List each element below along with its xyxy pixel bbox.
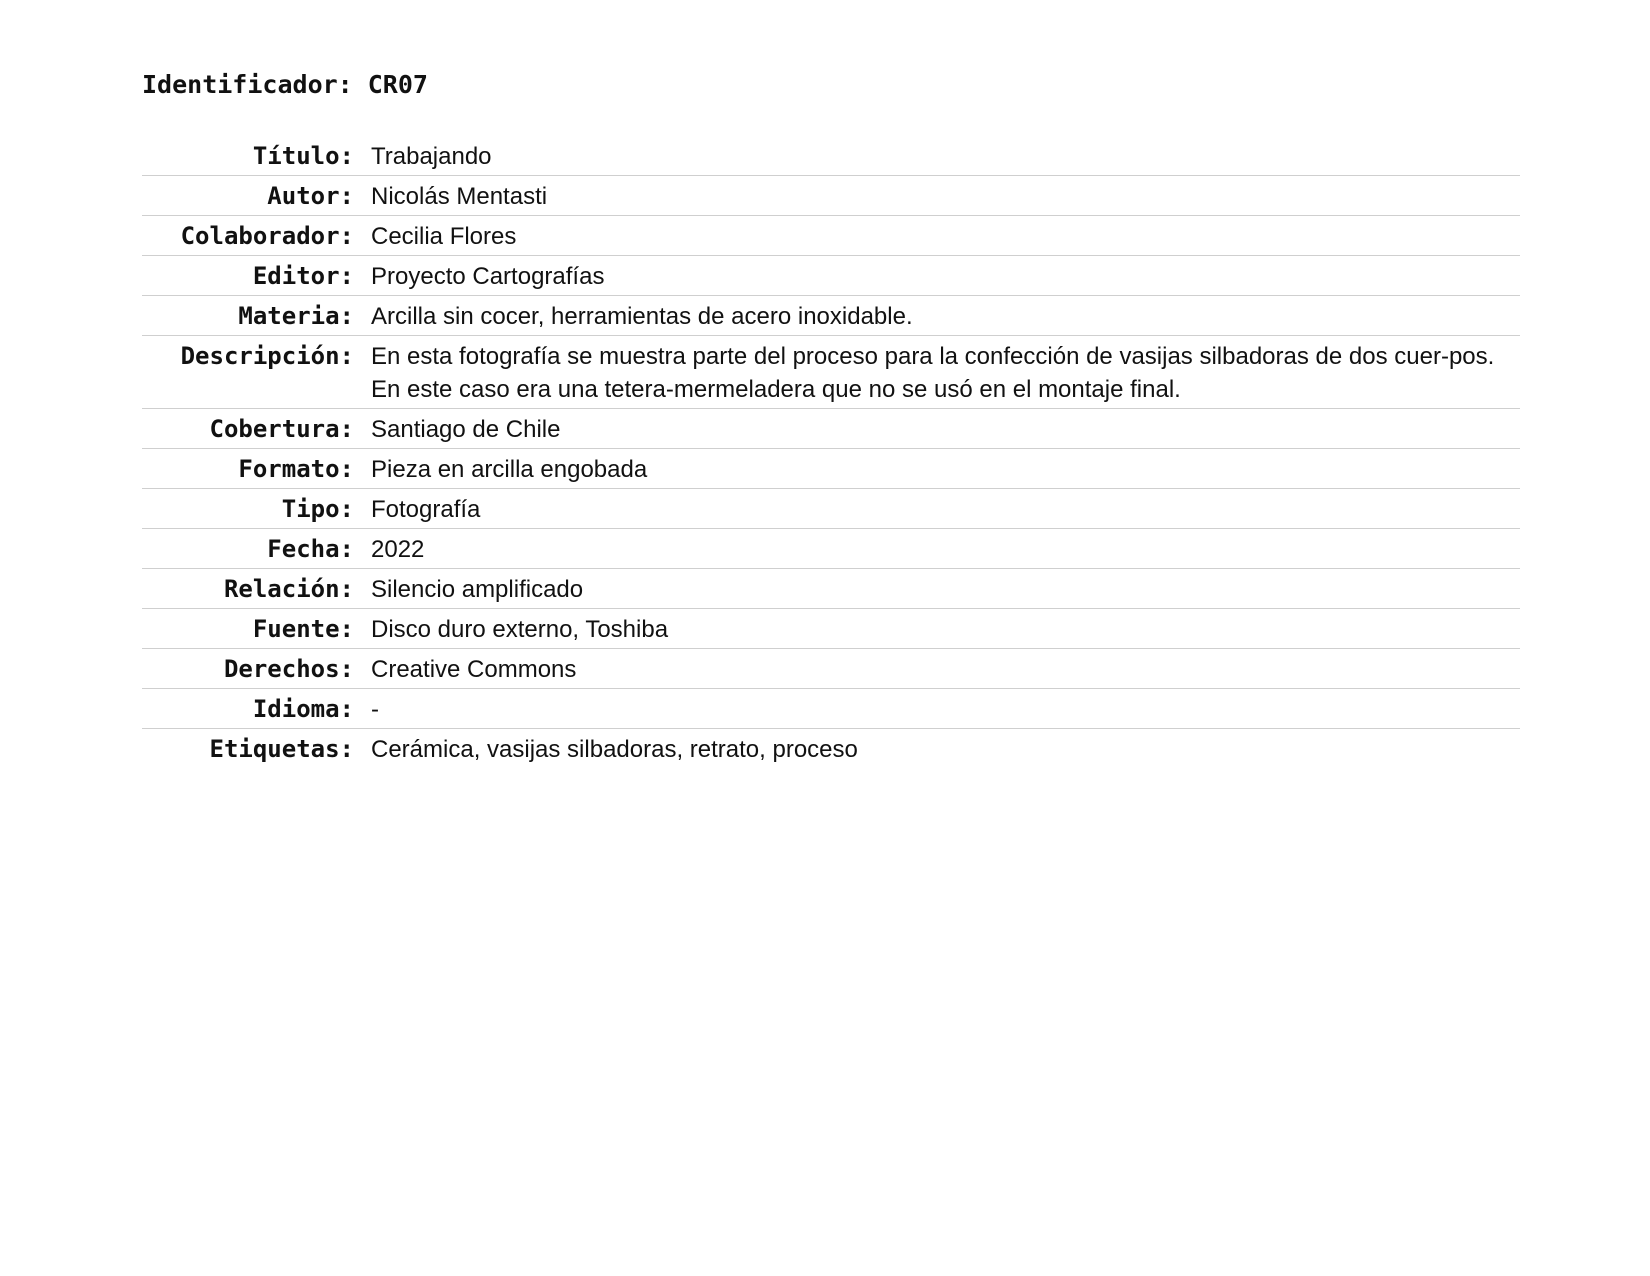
identifier-value: CR07 xyxy=(367,70,428,99)
field-row-fecha xyxy=(142,528,1520,568)
field-label: Colaborador: xyxy=(180,222,354,250)
identifier-label: Identificador: xyxy=(142,70,353,99)
field-value: - xyxy=(371,696,379,723)
field-label: Fuente: xyxy=(252,615,354,643)
field-label: Etiquetas: xyxy=(209,735,354,763)
field-row-fuente xyxy=(142,608,1520,648)
field-value: Nicolás Mentasti xyxy=(371,183,548,210)
field-row-titulo xyxy=(142,136,1520,175)
field-label: Tipo: xyxy=(281,495,354,523)
field-label: Título: xyxy=(252,142,354,170)
field-label: Relación: xyxy=(223,575,354,603)
field-value: Creative Commons xyxy=(371,656,577,683)
field-value: Cerámica, vasijas silbadoras, retrato, proceso xyxy=(371,736,858,763)
field-value: Silencio amplificado xyxy=(371,576,584,603)
field-row-relacion xyxy=(142,568,1520,608)
field-row-formato xyxy=(142,448,1520,488)
field-row-cobertura xyxy=(142,408,1520,448)
field-value: Arcilla sin cocer, herramientas de acero inoxidable. xyxy=(371,303,913,330)
field-label: Autor: xyxy=(267,182,354,210)
field-value: Pieza en arcilla engobada xyxy=(371,456,648,483)
field-label: Materia: xyxy=(238,302,354,330)
field-row-etiquetas xyxy=(142,728,1520,768)
field-label: Fecha: xyxy=(267,535,354,563)
identifier-row xyxy=(142,70,1520,124)
field-row-tipo xyxy=(142,488,1520,528)
field-row-derechos xyxy=(142,648,1520,688)
field-value: Disco duro externo, Toshiba xyxy=(371,616,669,643)
field-row-descripcion xyxy=(142,335,1520,408)
field-value: En esta fotografía se muestra parte del proceso para la confección de vasijas silbadoras de dos cuer-pos. En este caso era una tetera-mermeladera que no se usó en el montaje final. xyxy=(371,343,1495,403)
field-label: Derechos: xyxy=(223,655,354,683)
field-row-editor xyxy=(142,255,1520,295)
metadata-sheet xyxy=(142,70,1520,768)
metadata-table xyxy=(142,136,1520,768)
field-row-materia xyxy=(142,295,1520,335)
field-row-colaborador xyxy=(142,215,1520,255)
field-label: Formato: xyxy=(238,455,354,483)
field-label: Descripción: xyxy=(180,342,354,370)
field-label: Editor: xyxy=(252,262,354,290)
field-label: Cobertura: xyxy=(209,415,354,443)
field-value: Fotografía xyxy=(371,496,481,523)
field-value: Proyecto Cartografías xyxy=(371,263,605,290)
field-value: Cecilia Flores xyxy=(371,223,517,250)
field-value: Trabajando xyxy=(371,143,492,170)
field-row-autor xyxy=(142,175,1520,215)
field-value: 2022 xyxy=(371,536,425,563)
field-row-idioma xyxy=(142,688,1520,728)
field-value: Santiago de Chile xyxy=(371,416,561,443)
field-label: Idioma: xyxy=(252,695,354,723)
